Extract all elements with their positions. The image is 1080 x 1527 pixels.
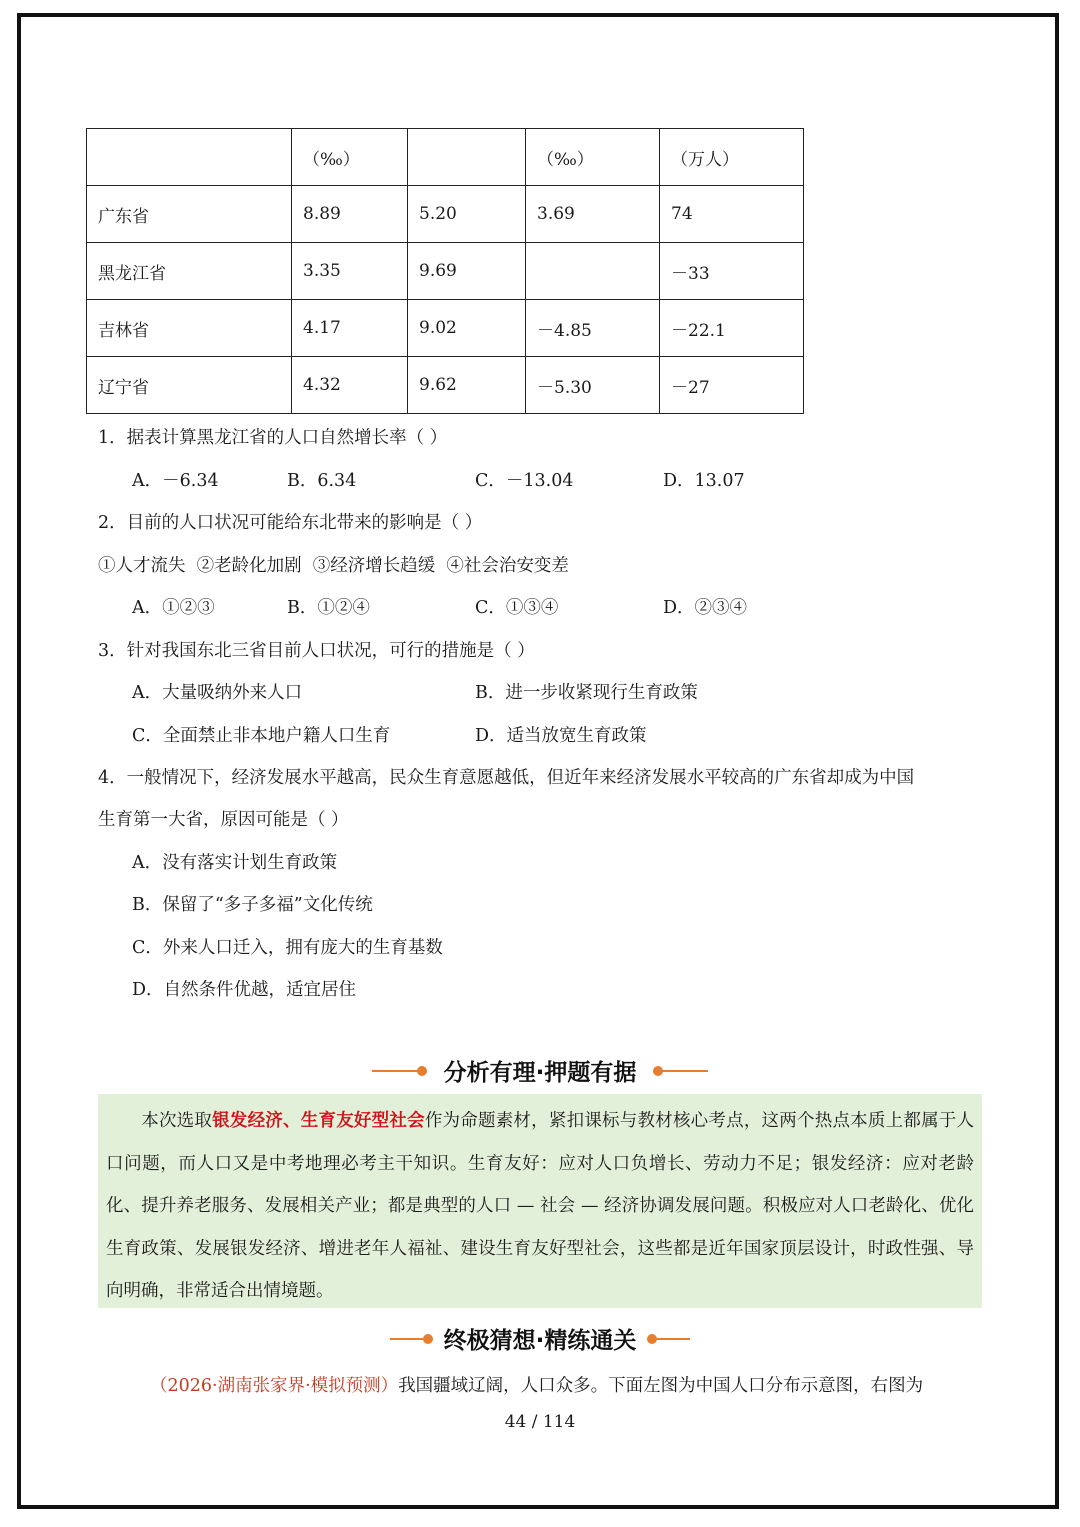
q4-option-d[interactable]: D．自然条件优越，适宜居住 [132, 980, 357, 1000]
table-header-cell: （‰） [292, 129, 408, 186]
question-2-items: ①人才流失 ②老龄化加剧 ③经济增长趋缓 ④社会治安变差 [98, 556, 569, 576]
table-cell: 4.17 [292, 300, 408, 357]
table-cell: 8.89 [292, 186, 408, 243]
analysis-text: 作为命题素材，紧扣课标与教材核心考点，这两个热点本质上都属于人口问题，而人口又是中考地理必考主干知识。生育友好：应对人口负增长、劳动力不足；银发经济：应对老龄化、提升养老服务、发展相关产业；都是典型的人口 — 社会 — 经济协调发展问题。积极应对人口老龄化、优化生育政策、发展银发经济、增进老年人福祉、建设生育友好型社会，这些都是近年国家顶层设计，时政性强、导向明确，非常适合出情境题。 [106, 1111, 975, 1301]
q1-option-a[interactable]: A．－6.34 [132, 471, 219, 491]
table-row [87, 243, 804, 300]
question-2-stem: 2．目前的人口状况可能给东北带来的影响是（ ） [98, 513, 483, 533]
table-row [87, 300, 804, 357]
table-cell: 9.62 [408, 357, 526, 414]
table-row [87, 186, 804, 243]
heading-decor-left [390, 1338, 430, 1340]
question-1-stem: 1．据表计算黑龙江省的人口自然增长率（ ） [98, 428, 448, 448]
q2-option-b[interactable]: B．①②④ [287, 598, 370, 618]
table-cell: 74 [660, 186, 804, 243]
table-cell: 广东省 [87, 186, 292, 243]
table-cell: 3.35 [292, 243, 408, 300]
heading-decor-right [650, 1338, 690, 1340]
q2-option-c[interactable]: C．①③④ [475, 598, 559, 618]
question-4-stem-line1: 4．一般情况下，经济发展水平越高，民众生育意愿越低，但近年来经济发展水平较高的广东省却成为中国 [98, 768, 915, 788]
table-header-cell [408, 129, 526, 186]
table-cell: 吉林省 [87, 300, 292, 357]
table-cell: 3.69 [526, 186, 660, 243]
table-cell: 4.32 [292, 357, 408, 414]
question-intro-text: 我国疆域辽阔，人口众多。下面左图为中国人口分布示意图，右图为 [398, 1376, 924, 1396]
table-header-cell [87, 129, 292, 186]
table-header-row [87, 129, 804, 186]
table-cell: 5.20 [408, 186, 526, 243]
q4-option-b[interactable]: B．保留了“多子多福”文化传统 [132, 895, 373, 915]
analysis-prefix: 本次选取 [141, 1111, 213, 1131]
table-cell: －5.30 [526, 357, 660, 414]
table-header-cell: （万人） [660, 129, 804, 186]
page-number: 44 / 114 [504, 1412, 576, 1432]
table-cell [526, 243, 660, 300]
q2-option-d[interactable]: D．②③④ [663, 598, 748, 618]
q3-option-a[interactable]: A．大量吸纳外来人口 [132, 683, 303, 703]
analysis-box [98, 1094, 982, 1308]
final-question-intro [150, 1374, 923, 1398]
table-cell: －4.85 [526, 300, 660, 357]
q3-option-b[interactable]: B．进一步收紧现行生育政策 [475, 683, 698, 703]
q1-option-c[interactable]: C．－13.04 [475, 471, 574, 491]
q3-option-c[interactable]: C．全面禁止非本地户籍人口生育 [132, 726, 391, 746]
table-header-cell: （‰） [526, 129, 660, 186]
heading-decor-right [656, 1070, 708, 1072]
q2-option-a[interactable]: A．①②③ [132, 598, 215, 618]
section-practice-heading [0, 1322, 1080, 1355]
section-analysis-heading [0, 1054, 1080, 1087]
heading-decor-left [372, 1070, 424, 1072]
question-3-stem: 3．针对我国东北三省目前人口状况，可行的措施是（ ） [98, 641, 535, 661]
table-cell: －27 [660, 357, 804, 414]
question-4-stem-line2: 生育第一大省，原因可能是（ ） [98, 810, 349, 830]
table-cell: 9.02 [408, 300, 526, 357]
analysis-highlight: 银发经济、生育友好型社会 [212, 1111, 425, 1131]
section-analysis-title: 分析有理·押题有据 [443, 1060, 637, 1086]
question-source: （2026·湖南张家界·模拟预测） [150, 1376, 399, 1396]
q3-option-d[interactable]: D．适当放宽生育政策 [475, 726, 647, 746]
table-cell: －33 [660, 243, 804, 300]
q1-option-b[interactable]: B．6.34 [287, 471, 357, 491]
q4-option-a[interactable]: A．没有落实计划生育政策 [132, 853, 338, 873]
table-cell: －22.1 [660, 300, 804, 357]
table-cell: 9.69 [408, 243, 526, 300]
population-table [86, 128, 804, 414]
table-cell: 辽宁省 [87, 357, 292, 414]
table-cell: 黑龙江省 [87, 243, 292, 300]
table-row [87, 357, 804, 414]
q1-option-d[interactable]: D．13.07 [663, 471, 745, 491]
section-practice-title: 终极猜想·精练通关 [443, 1328, 637, 1354]
q4-option-c[interactable]: C．外来人口迁入，拥有庞大的生育基数 [132, 938, 443, 958]
